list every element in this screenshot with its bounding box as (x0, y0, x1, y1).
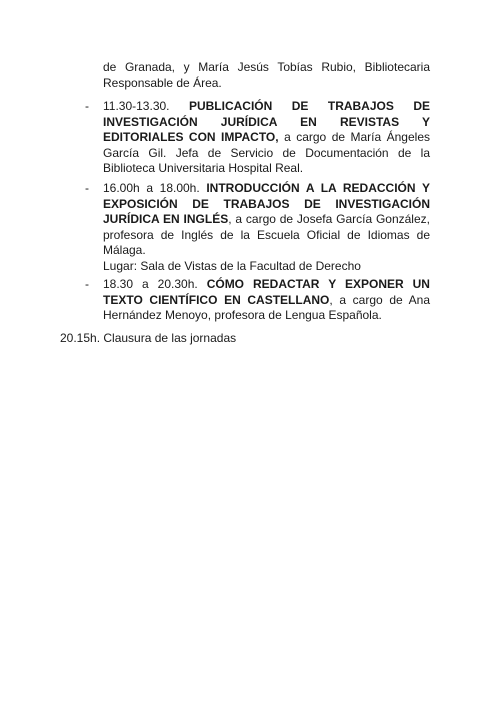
item-time: 11.30-13.30. (103, 99, 170, 113)
item-title: CÓMO REDACTAR Y EXPONER UN TEXTO CIENTÍFICO EN CASTELLANO (103, 277, 430, 307)
item-text (103, 60, 430, 91)
item-text (103, 181, 430, 259)
item-text (103, 277, 430, 324)
item-speaker: , a cargo de Ana Hernández Menoyo, profesora de Lengua Española. (103, 292, 430, 323)
agenda-item-continuation (88, 60, 430, 91)
item-title: INTRODUCCIÓN A LA REDACCIÓN Y EXPOSICIÓN DE TRABAJOS DE INVESTIGACIÓN JURÍDICA EN INGLÉS (103, 181, 430, 227)
item-lead: de Granada, y María Jesús Tobías Rubio, Bibliotecaria Responsable de Área. (103, 60, 430, 90)
agenda-item-castellano (85, 277, 430, 324)
item-title: PUBLICACIÓN DE TRABAJOS DE INVESTIGACIÓN JURÍDICA EN REVISTAS Y EDITORIALES CON IMPACTO, (103, 99, 430, 145)
item-speaker: a cargo de María Ángeles García Gil. Jefa de Servicio de Documentación de la Biblioteca Universitaria Hospital Real. (103, 130, 430, 176)
item-time: 16.00h a 18.00h. (103, 181, 200, 195)
agenda-item-publicacion (85, 99, 430, 177)
list-dash: - (85, 181, 89, 195)
list-dash: - (85, 277, 89, 291)
item-text (103, 99, 430, 177)
agenda-item-ingles (85, 181, 430, 275)
closing-line: 20.15h. Clausura de las jornadas (60, 331, 237, 345)
item-time: 18.30 a 20.30h. (103, 277, 198, 291)
item-speaker: , a cargo de Josefa García González, profesora de Inglés de la Escuela Oficial de Idiomas de Málaga. (103, 212, 430, 258)
list-dash: - (85, 99, 89, 113)
item-venue: Lugar: Sala de Vistas de la Facultad de Derecho (103, 258, 361, 273)
